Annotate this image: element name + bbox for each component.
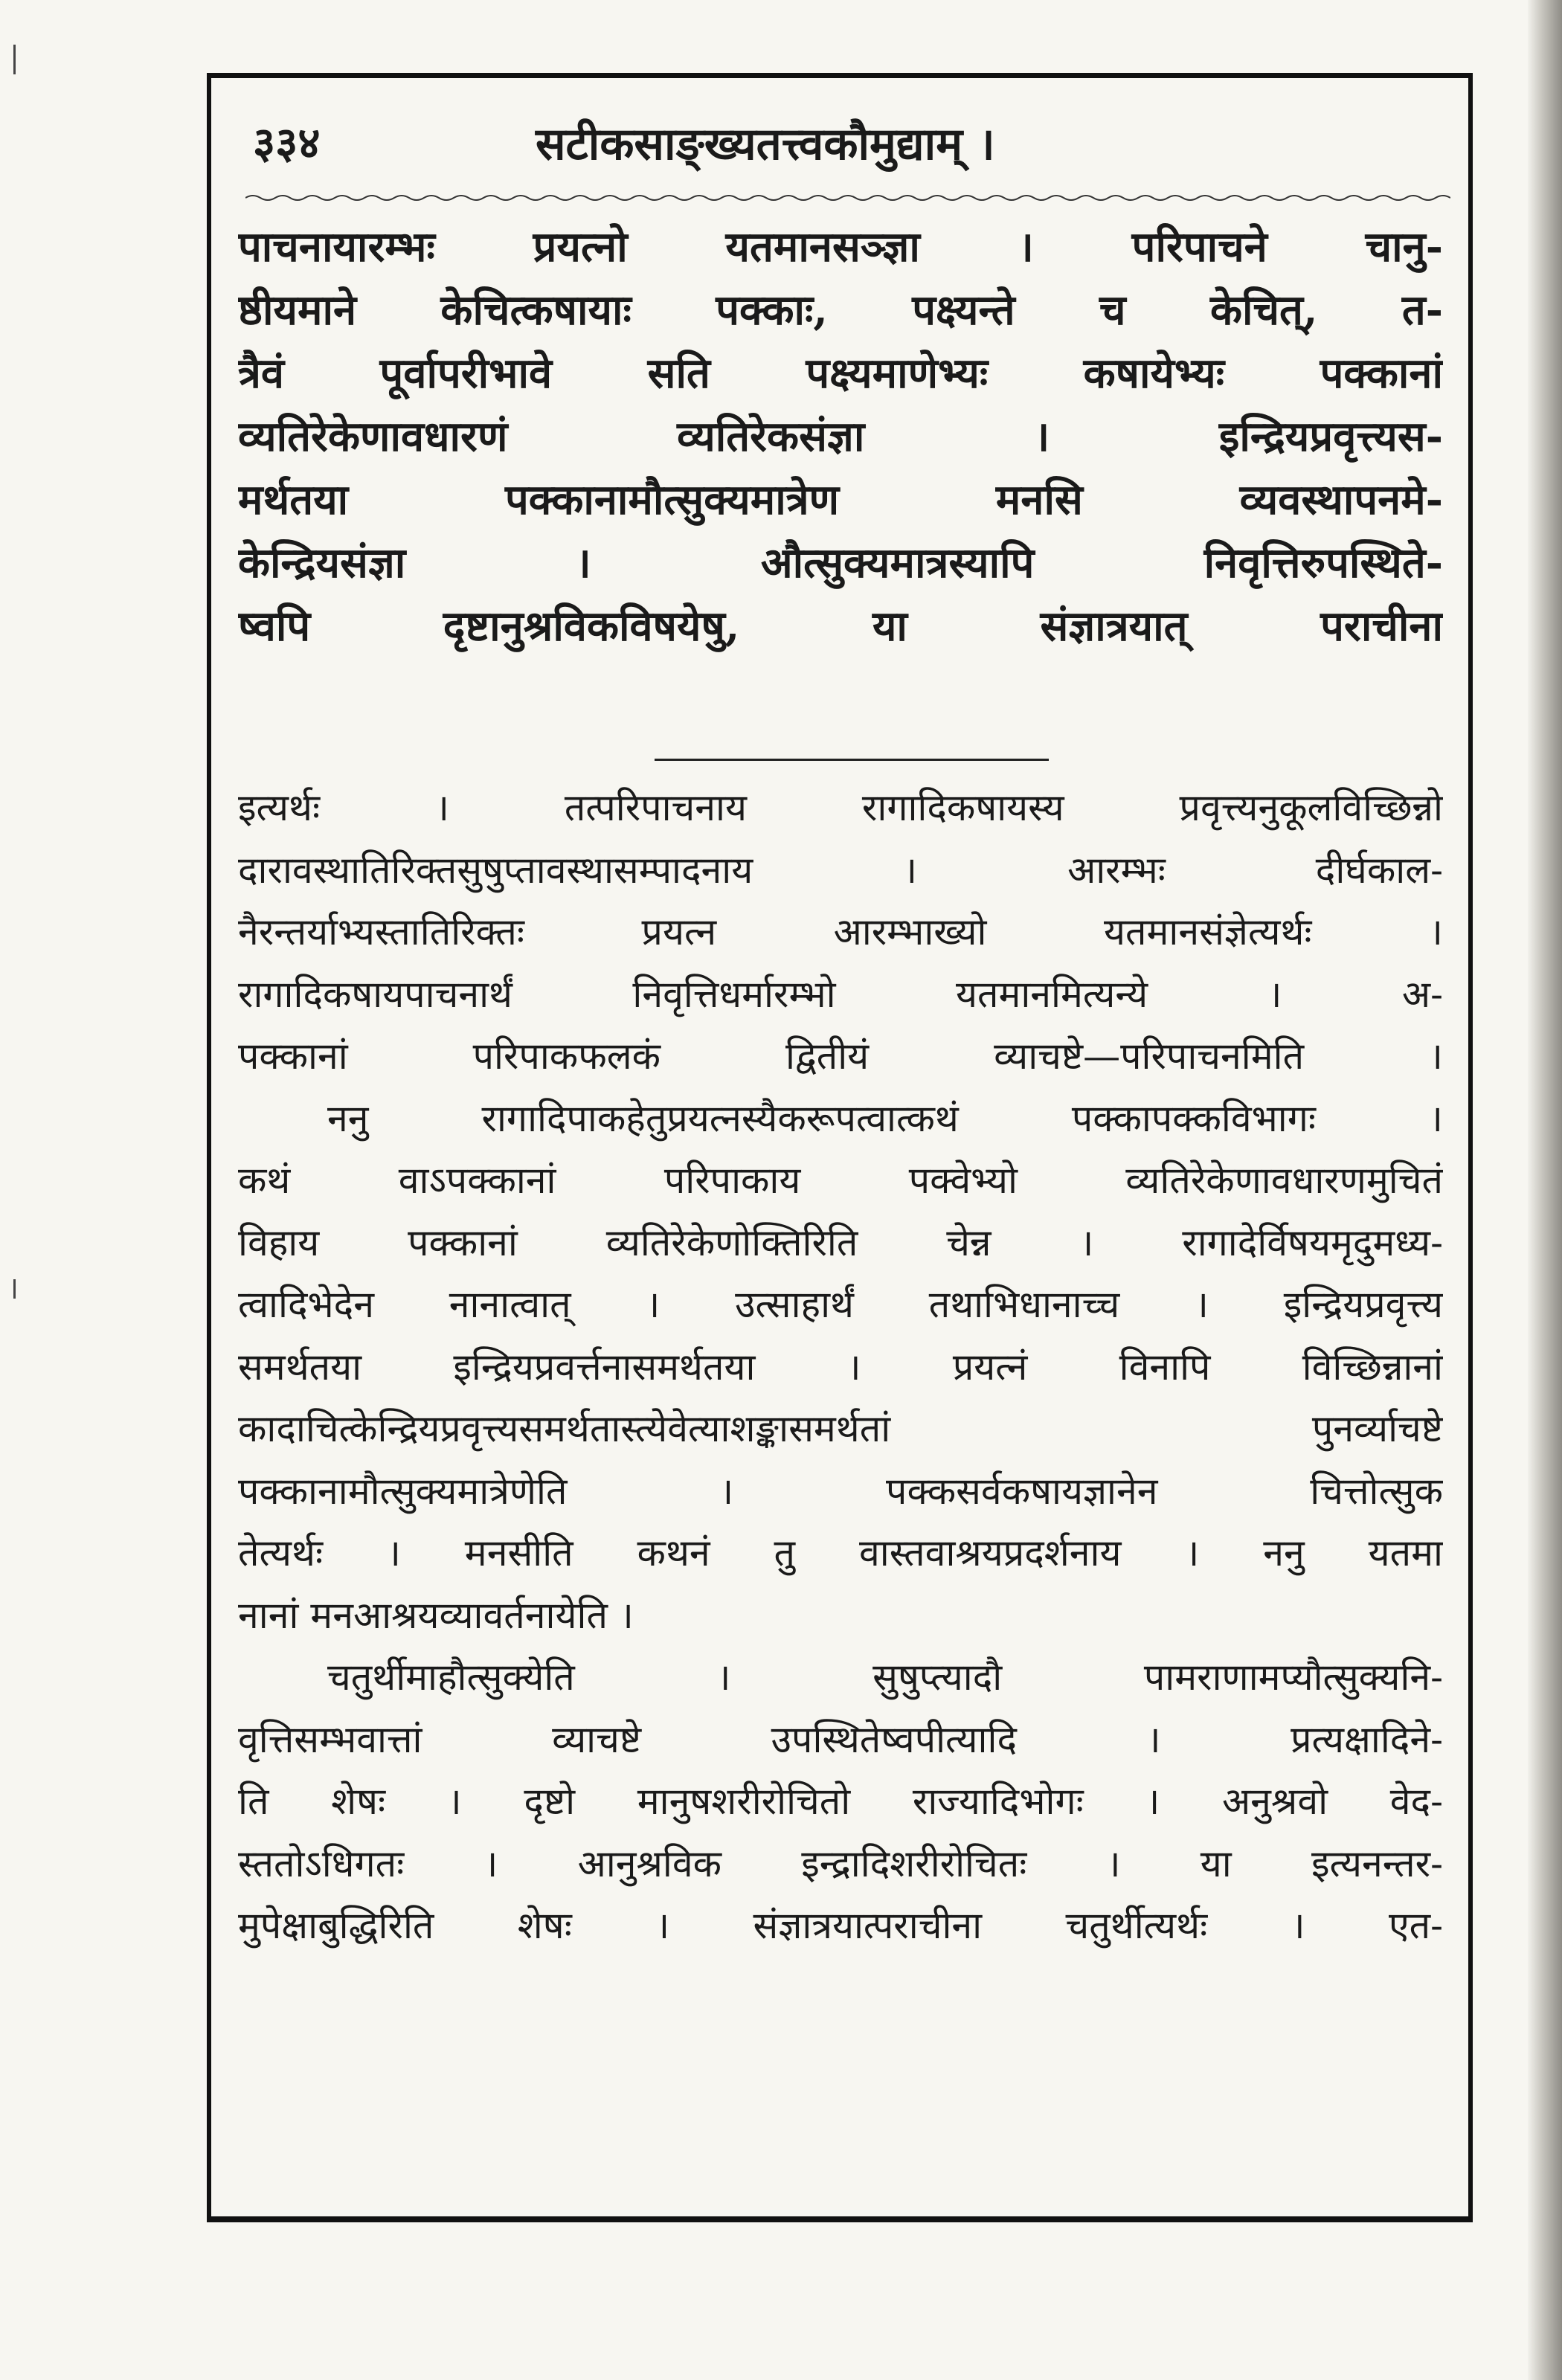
commentary-line: ति शेषः । दृष्टो मानुषशरीरोचितो राज्यादिभोगः । अनुश्रवो वेद- [238, 1780, 1443, 1823]
commentary-line: चतुर्थीमाहौत्सुक्येति । सुषुप्त्यादौ पामराणामप्यौत्सुक्यनि- [327, 1656, 1443, 1699]
text-commentary-separator [655, 759, 1049, 761]
running-title: सटीकसाङ्ख्यतत्त्वकौमुद्याम् । [536, 118, 995, 170]
commentary-line: मुपेक्षाबुद्धिरिति शेषः । संज्ञात्रयात्पराचीना चतुर्थीत्यर्थः । एत- [238, 1904, 1443, 1947]
commentary-line: पक्कानामौत्सुक्यमात्रेणेति । पक्कसर्वकषायज्ञानेन चित्तोत्सुक [238, 1469, 1443, 1513]
commentary-line: रागादिकषायपाचनार्थं निवृत्तिधर्मारम्भो यतमानमित्यन्ये । अ- [238, 972, 1443, 1016]
commentary-line: कादाचित्केन्द्रियप्रवृत्त्यसमर्थतास्त्येवेत्याशङ्कासमर्थतां पुनर्व्याचष्टे [238, 1407, 1443, 1450]
commentary-block [238, 777, 1443, 1958]
commentary-line: इत्यर्थः । तत्परिपाचनाय रागादिकषायस्य प्रवृत्त्यनुकूलविच्छिन्नो [238, 786, 1443, 829]
commentary-line: ननु रागादिपाकहेतुप्रयत्नस्यैकरूपत्वात्कथं पक्कापक्कविभागः । [327, 1096, 1443, 1140]
page-header [238, 112, 1443, 178]
commentary-line: विहाय पक्कानां व्यतिरेकेणोक्तिरिति चेन्न । रागादेर्विषयमृदुमध्य- [238, 1220, 1443, 1264]
main-text-line: त्रैवं पूर्वापरीभावे सति पक्ष्यमाणेभ्यः कषायेभ्यः पक्कानां [238, 349, 1443, 398]
scan-speck [13, 45, 16, 74]
page-number: ३३४ [253, 118, 321, 168]
commentary-line: पक्कानां परिपाकफलकं द्वितीयं व्याचष्टे—परिपाचनमिति । [238, 1035, 1443, 1078]
main-text-line: केन्द्रियसंज्ञा । औत्सुक्यमात्रस्यापि निवृत्तिरुपस्थिते- [238, 538, 1443, 588]
main-text-line: व्यतिरेकेणावधारणं व्यतिरेकसंज्ञा । इन्द्रियप्रवृत्त्यस- [238, 412, 1443, 461]
commentary-line: कथं वाऽपक्कानां परिपाकाय पक्वेभ्यो व्यतिरेकेणावधारणमुचितं [238, 1159, 1443, 1202]
main-text-block [238, 216, 1443, 658]
commentary-line: स्ततोऽधिगतः । आनुश्रविक इन्द्रादिशरीरोचितः । या इत्यनन्तर- [238, 1842, 1443, 1885]
commentary-line: दारावस्थातिरिक्तसुषुप्तावस्थासम्पादनाय । आरम्भः दीर्घकाल- [238, 848, 1443, 892]
main-text-line: ष्ठीयमाने केचित्कषायाः पक्काः, पक्ष्यन्ते च केचित्, त- [238, 286, 1443, 335]
commentary-line: त्वादिभेदेन नानात्वात् । उत्साहार्थं तथाभिधानाच्च । इन्द्रियप्रवृत्त्य [238, 1283, 1443, 1326]
commentary-line: वृत्तिसम्भवात्तां व्याचष्टे उपस्थितेष्वपीत्यादि । प्रत्यक्षादिने- [238, 1717, 1443, 1761]
commentary-line: नैरन्तर्याभ्यस्तातिरिक्तः प्रयत्न आरम्भाख्यो यतमानसंज्ञेत्यर्थः । [238, 910, 1443, 953]
page-edge-shadow [1528, 0, 1562, 2380]
wavy-divider [245, 192, 1450, 204]
scan-speck [13, 1279, 16, 1299]
commentary-line: समर्थतया इन्द्रियप्रवर्त्तनासमर्थतया । प्रयत्नं विनापि विच्छिन्नानां [238, 1345, 1443, 1389]
main-text-line: ष्वपि दृष्टानुश्रविकविषयेषु, या संज्ञात्रयात् पराचीना [238, 602, 1443, 651]
commentary-line: तेत्यर्थः । मनसीति कथनं तु वास्तवाश्रयप्रदर्शनाय । ननु यतमा [238, 1531, 1443, 1575]
bottom-border-rule [207, 2216, 1473, 2222]
commentary-line: नानां मनआश्रयव्यावर्तनायेति । [238, 1593, 634, 1637]
main-text-line: मर्थतया पक्कानामौत्सुक्यमात्रेण मनसि व्यवस्थापनमे- [238, 475, 1443, 524]
main-text-line: पाचनायारम्भः प्रयत्नो यतमानसञ्ज्ञा । परिपाचने चानु- [238, 222, 1443, 271]
